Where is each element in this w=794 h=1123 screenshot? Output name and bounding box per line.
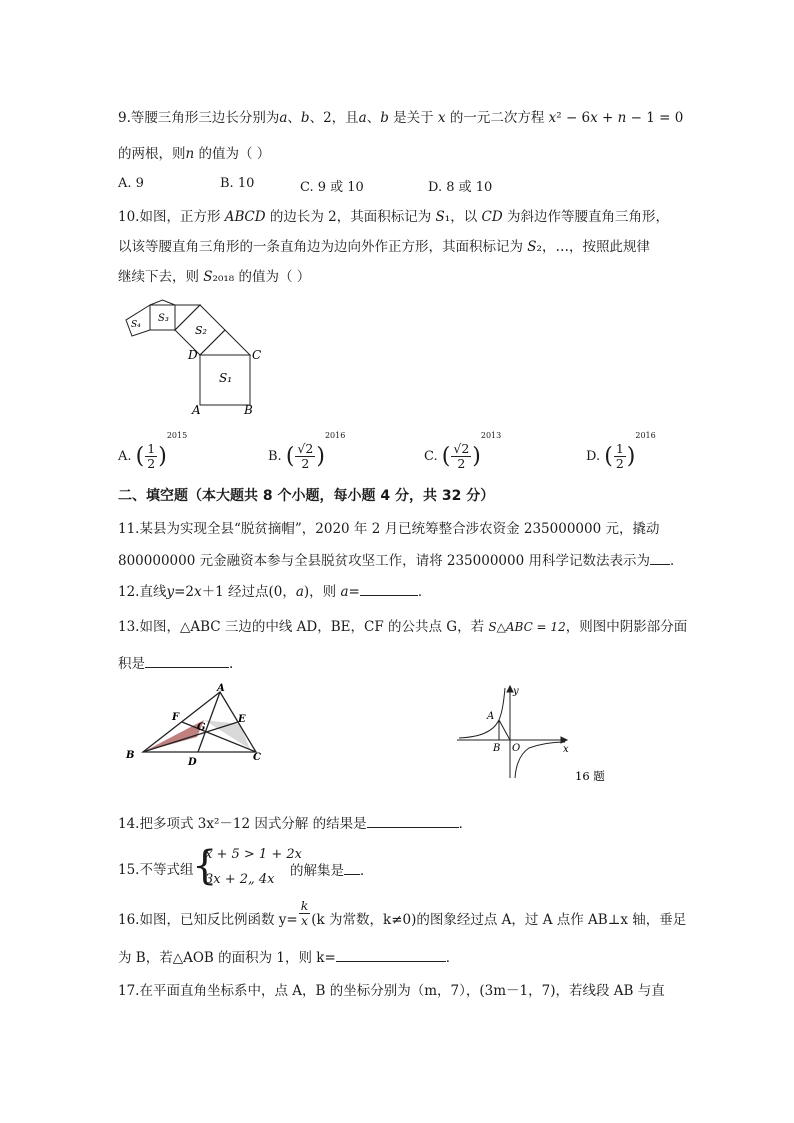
curve-right [515,742,565,778]
label-d: D [188,348,198,362]
label-d: D [188,757,197,768]
figure-caption: 16 题 [575,769,605,783]
label-s4: S₄ [131,320,141,330]
q11-line1: 11.某县为实现全县“脱贫摘帽”，2020 年 2 月已统筹整合涉农资金 235000000 元，撬动 [118,521,660,537]
q9-option-c: C. 9 或 10 [300,180,364,195]
label-b: B [493,743,501,754]
q10-option-d: D. ( $\frac{1}{2}$ )$^{2016}$ [586,431,656,471]
q15-row2: 3𝑥 + 2„ 4𝑥 [205,872,275,887]
q9-option-a: A. 9 [118,176,144,191]
segment-ao [499,720,510,740]
label-f: F [172,712,180,723]
label-b: B [244,403,253,417]
label-a: A [217,683,225,694]
label-y: y [513,686,519,697]
q16-line1: 16.如图，已知反比例函数 y= $\frac{k}{x}$ (k 为常数，k≠0)的图象经过点 A，过 A 点作 AB⊥x 轴，垂足 [118,898,687,928]
q16-figure [455,682,615,790]
q12-line: 12.直线𝑦=2𝑥＋1 经过点(0，𝑎)，则 𝑎= ． [118,584,432,600]
label-a: A [192,403,201,417]
q10-line1: 10.如图，正方形 𝐴𝐵𝐶𝐷 的边长为 2，其面积标记为 𝑆₁，以 𝐶𝐷 为斜边作等腰直角三角形， [118,209,669,225]
label-s1: S₁ [219,371,233,385]
q15-row1: 𝑥 + 5 > 1 + 2𝑥 [205,847,302,862]
label-c: C [253,752,261,763]
q13-figure [122,682,272,768]
q15-prefix: 15.不等式组 [118,862,194,878]
q10-line3: 继续下去，则 𝑆₂₀₁₈ 的值为（ ） [118,269,311,285]
label-b: B [126,750,135,761]
label-g: G [197,722,206,733]
q15-suffix: 的解集是 ． [290,863,374,879]
q10-figure [118,296,268,418]
q10-line2: 以该等腰直角三角形的一条直角边为边向外作正方形，其面积标记为 𝑆₂，…，按照此规律 [118,239,650,255]
label-x: x [563,744,569,755]
q10-option-b: B. ( $\frac{√2}{2}$ )$^{2016}$ [268,431,346,471]
q9-line1: 9.等腰三角形三边长分别为𝑎、𝑏、2，且𝑎、𝑏 是关于 𝑥 的一元二次方程 𝑥² − 6𝑥 + 𝑛 − 1 = 0 [118,110,684,126]
q13-line1: 13.如图，△ABC 三边的中线 AD，BE，CF 的公共点 G，若 S△ABC = 12，则图中阴影部分面 [118,619,688,635]
label-s2: S₂ [195,324,207,337]
median-be [143,722,238,752]
label-a: A [487,711,495,722]
label-c: C [252,348,262,362]
q15-brace: { [192,843,218,889]
triangle-3 [150,300,175,305]
q16-line2: 为 B，若△AOB 的面积为 1，则 k= ． [118,950,460,966]
section-title: 二、填空题（本大题共 8 个小题，每小题 4 分，共 32 分） [118,488,495,504]
q9-option-b: B. 10 [220,176,255,191]
label-s3: S₃ [158,313,169,324]
curve-left [459,688,505,738]
q13-line2: 积是 . [118,656,234,672]
triangle-1 [200,330,250,355]
q10-option-a: A. ( $\frac{1}{2}$ )$^{2015}$ [118,431,188,471]
q14-line: 14.把多项式 3x²－12 因式分解 的结果是 ． [118,816,473,832]
q10-option-c: C. ( $\frac{√2}{2}$ )$^{2013}$ [424,431,502,471]
q17-line1: 17.在平面直角坐标系中，点 A，B 的坐标分别为（m，7），(3m－1，7)，若线段 AB 与直 [118,983,665,999]
q9-line2: 的两根，则𝑛 的值为（ ） [118,146,271,162]
q9-option-d: D. 8 或 10 [428,180,493,195]
label-o: O [512,743,521,754]
q11-line2: 800000000 元金融资本参与全县脱贫攻坚工作，请将 235000000 用科学记数法表示为 ． [118,553,684,569]
label-e: E [238,714,246,725]
